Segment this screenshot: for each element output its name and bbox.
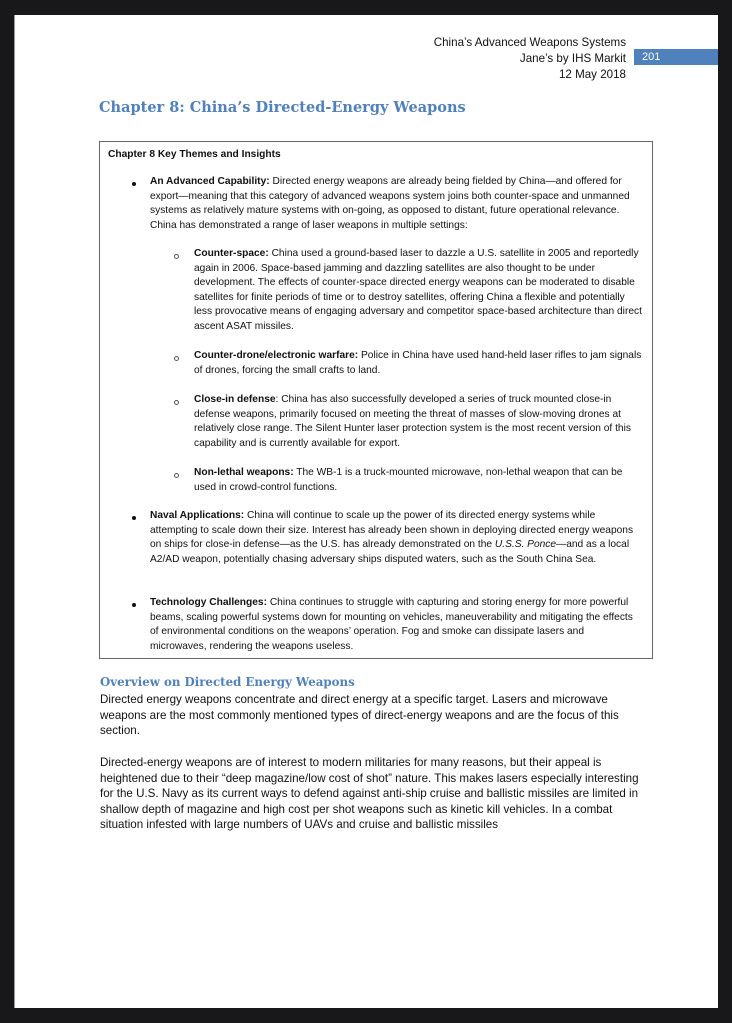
bullet-text: China continues to struggle with capturing and storing energy for more powerful beams, scaling powerful systems down for mounting on vehicles, maneuverability and mitigating the effects of environmental conditions on the weapons’ operation. Fog and smoke can dissipate lasers and microwaves, rendering the weapons useless.	[150, 597, 633, 652]
page-number-badge: 201	[634, 49, 718, 65]
theme-bullet-naval-applications	[150, 509, 640, 567]
bullet-disc-icon	[132, 603, 136, 607]
theme-bullet-technology-challenges	[150, 596, 640, 654]
bullet-circle-icon	[174, 356, 179, 361]
sub-bullet-label: Non-lethal weapons:	[194, 467, 294, 478]
sub-bullet-label: Counter-drone/electronic warfare:	[194, 350, 359, 361]
chapter-title: Chapter 8: China’s Directed-Energy Weapons	[99, 99, 466, 116]
bullet-circle-icon	[174, 400, 179, 405]
bullet-text: China will continue to scale up the power of its directed energy systems while attempting to scale down their size. Interest has already been shown in deploying directed energy weapons on ships for close-in defense—as the U.S. has already demonstrated on the	[150, 510, 634, 550]
theme-bullet-advanced-capability	[150, 175, 635, 233]
header-publisher: Jane’s by IHS Markit	[519, 52, 626, 65]
key-themes-title: Chapter 8 Key Themes and Insights	[108, 149, 281, 160]
bullet-disc-icon	[132, 182, 136, 186]
sub-bullet-text: The WB-1 is a truck-mounted microwave, non-lethal weapon that can be used in crowd-control functions.	[194, 467, 623, 493]
header-date: 12 May 2018	[558, 68, 626, 81]
sub-bullet-close-in-defense	[194, 393, 644, 451]
sub-bullet-text: : China has also successfully developed a series of truck mounted close-in defense weapons, primarily focused on meeting the threat of masses of slow-moving drones at relatively close range. The Silent Hunter laser protection system is the most recent version of this capability and is currently available for export.	[194, 394, 631, 449]
overview-paragraph-2: Directed-energy weapons are of interest to modern militaries for many reasons, but their appeal is heightened due to their “deep magazine/low cost of shot” nature. This makes lasers especially interesting for the U.S. Navy as its current ways to defend against anti-ship cruise and ballistic missiles are limited in shallow depth of magazine and high cost per shot weapons such as kinetic kill vehicles. In a combat situation infested with large numbers of UAVs and cruise and ballistic missiles	[100, 756, 639, 832]
sub-bullet-counter-drone	[194, 349, 644, 378]
bullet-circle-icon	[174, 254, 179, 259]
section-heading-overview: Overview on Directed Energy Weapons	[100, 675, 355, 689]
ship-name: U.S.S. Ponce	[494, 539, 557, 550]
sub-bullet-label: Counter-space:	[194, 248, 269, 259]
bullet-label: An Advanced Capability:	[150, 176, 270, 187]
bullet-disc-icon	[132, 516, 136, 520]
header-report-title: China’s Advanced Weapons Systems	[433, 36, 626, 49]
running-header	[434, 35, 626, 83]
bullet-circle-icon	[174, 473, 179, 478]
key-themes-box	[99, 141, 653, 659]
bullet-label: Naval Applications:	[150, 510, 245, 521]
sub-bullet-counter-space	[194, 247, 644, 334]
bullet-text: Directed energy weapons are already being fielded by China—and offered for export—meaning that this category of advanced weapons system joins both counter-space and unmanned systems as relatively mature systems with on-going, as opposed to distant, future operational relevance. China has demonstrated a range of laser weapons in multiple settings:	[150, 176, 630, 231]
sub-bullet-text: Police in China have used hand-held laser rifles to jam signals of drones, forcing the small crafts to land.	[194, 350, 642, 376]
sub-bullet-non-lethal	[194, 466, 644, 495]
sub-bullet-text: China used a ground-based laser to dazzle a U.S. satellite in 2005 and reportedly again in 2006. Space-based jamming and dazzling satellites are also thought to be under development. The effects of counter-space directed energy weapons can be moderated to disable satellites for finite periods of time or to destroy satellites, offering China a flexible and potentially less provocative means of engaging adversary and competitor space-based architecture than direct ascent ASAT missiles.	[194, 248, 642, 332]
overview-paragraph-1: Directed energy weapons concentrate and direct energy at a specific target. Lasers and microwave weapons are the most commonly mentioned types of direct-energy weapons and are the focus of this section.	[100, 693, 619, 738]
bullet-text-cont: —and as a local A2/AD weapon, potentially chasing adversary ships disputed waters, such as the South China Sea.	[150, 539, 630, 565]
bullet-label: Technology Challenges:	[150, 597, 267, 608]
sub-bullet-label: Close-in defense	[194, 394, 276, 405]
document-page	[14, 15, 718, 1008]
